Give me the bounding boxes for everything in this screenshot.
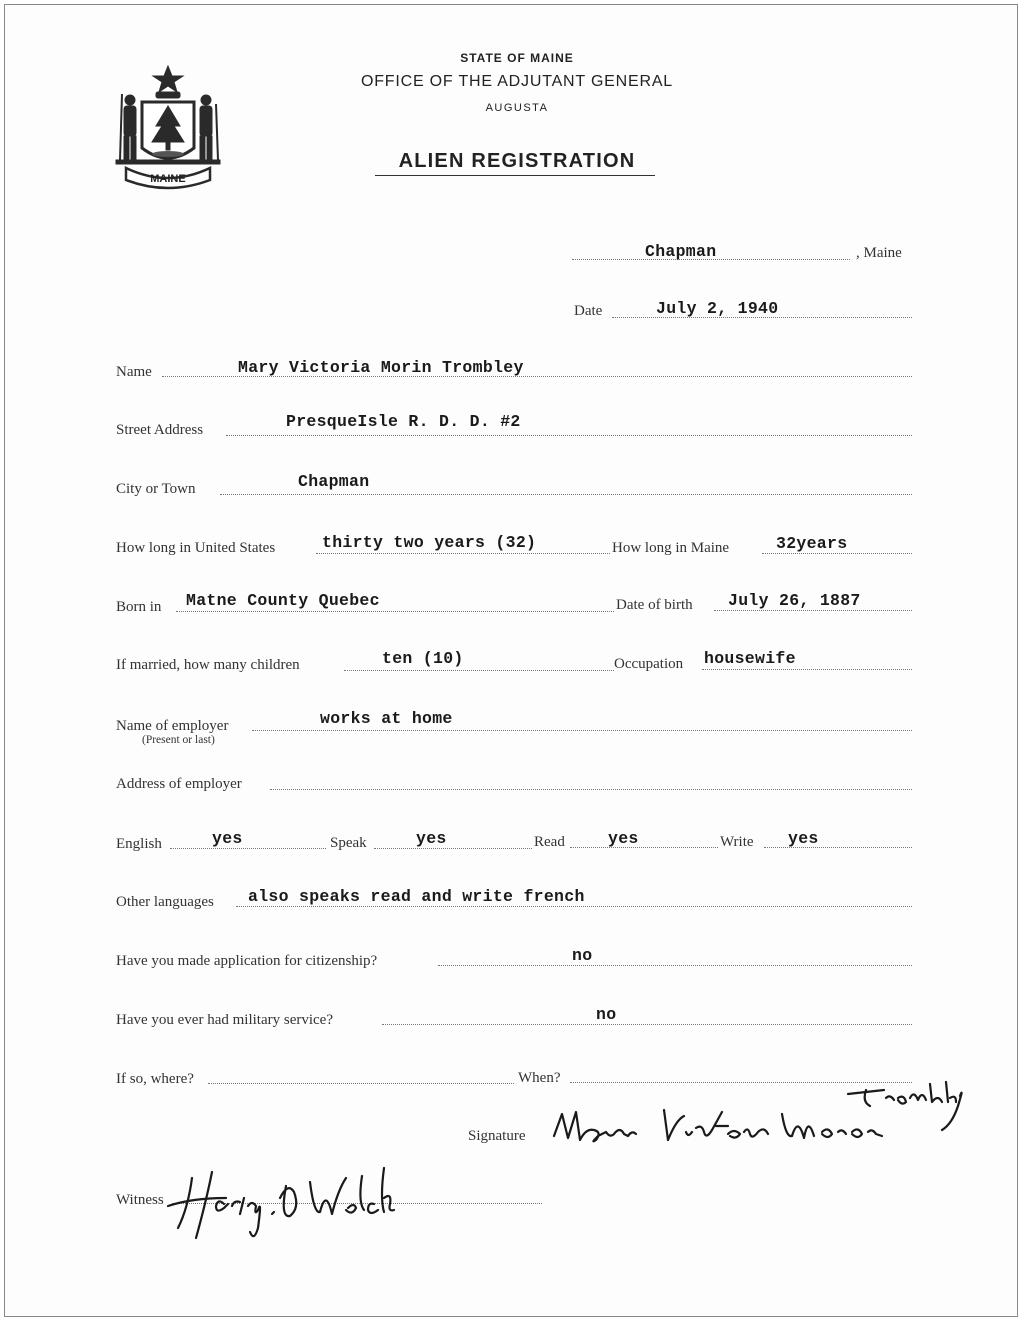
employer-sublabel: (Present or last) <box>142 734 215 746</box>
children-value: ten (10) <box>382 649 464 668</box>
date-of-birth-label: Date of birth <box>616 597 693 613</box>
citizenship-line <box>438 965 912 966</box>
occupation-line <box>702 669 912 670</box>
english-line <box>170 848 326 849</box>
where-line <box>208 1083 514 1084</box>
english-label: English <box>116 836 162 852</box>
date-label: Date <box>574 303 603 319</box>
how-long-maine-value: 32years <box>776 534 848 553</box>
speak-label: Speak <box>330 835 367 851</box>
when-label: When? <box>518 1070 561 1086</box>
read-value: yes <box>608 829 639 848</box>
where-label: If so, where? <box>116 1071 194 1087</box>
how-long-us-value: thirty two years (32) <box>322 533 537 552</box>
military-label: Have you ever had military service? <box>116 1012 333 1028</box>
read-line <box>570 847 718 848</box>
military-line <box>382 1024 912 1025</box>
how-long-us-label: How long in United States <box>116 540 276 556</box>
citizenship-value: no <box>572 946 593 965</box>
speak-value: yes <box>416 829 447 848</box>
how-long-maine-label: How long in Maine <box>612 540 730 556</box>
employer-value: works at home <box>320 709 453 728</box>
city-line <box>220 494 912 495</box>
city-heading: AUGUSTA <box>485 102 549 114</box>
svg-text:MAINE: MAINE <box>150 173 186 185</box>
born-in-line <box>176 611 614 612</box>
children-label: If married, how many children <box>116 657 300 673</box>
citizenship-label: Have you made application for citizenship? <box>116 953 378 969</box>
place-suffix: , Maine <box>856 245 902 261</box>
date-value: July 2, 1940 <box>656 299 779 318</box>
city-label: City or Town <box>116 481 196 497</box>
other-languages-line <box>236 906 912 907</box>
born-in-value: Matne County Quebec <box>186 591 380 610</box>
other-languages-value: also speaks read and write french <box>248 887 585 906</box>
read-label: Read <box>534 834 565 850</box>
form-title: ALIEN REGISTRATION <box>398 150 636 172</box>
how-long-maine-line <box>762 553 912 554</box>
english-value: yes <box>212 829 243 848</box>
name-value: Mary Victoria Morin Trombley <box>238 358 524 377</box>
children-line <box>344 670 614 671</box>
place-value: Chapman <box>645 242 717 261</box>
witness-signature-image <box>162 1158 432 1244</box>
write-value: yes <box>788 829 819 848</box>
signature-image <box>536 1076 966 1166</box>
title-underline <box>375 175 655 176</box>
other-languages-label: Other languages <box>116 894 214 910</box>
street-address-label: Street Address <box>116 422 204 438</box>
name-label: Name <box>116 364 152 380</box>
date-of-birth-line <box>714 610 912 611</box>
employer-line <box>252 730 912 731</box>
witness-label: Witness <box>116 1192 164 1208</box>
occupation-value: housewife <box>704 649 796 668</box>
employer-label: Name of employer <box>116 718 229 734</box>
street-address-value: PresqueIsle R. D. D. #2 <box>286 412 521 431</box>
office-heading: OFFICE OF THE ADJUTANT GENERAL <box>360 73 674 90</box>
occupation-label: Occupation <box>614 656 684 672</box>
signature-label: Signature <box>468 1128 526 1144</box>
military-value: no <box>596 1005 617 1024</box>
speak-line <box>374 848 532 849</box>
write-label: Write <box>720 834 754 850</box>
employer-address-label: Address of employer <box>116 776 242 792</box>
state-heading: STATE OF MAINE <box>460 51 574 65</box>
write-line <box>764 847 912 848</box>
how-long-us-line <box>316 553 610 554</box>
date-of-birth-value: July 26, 1887 <box>728 591 861 610</box>
born-in-label: Born in <box>116 599 162 615</box>
employer-address-line <box>270 789 912 790</box>
city-value: Chapman <box>298 472 370 491</box>
street-address-line <box>226 435 912 436</box>
